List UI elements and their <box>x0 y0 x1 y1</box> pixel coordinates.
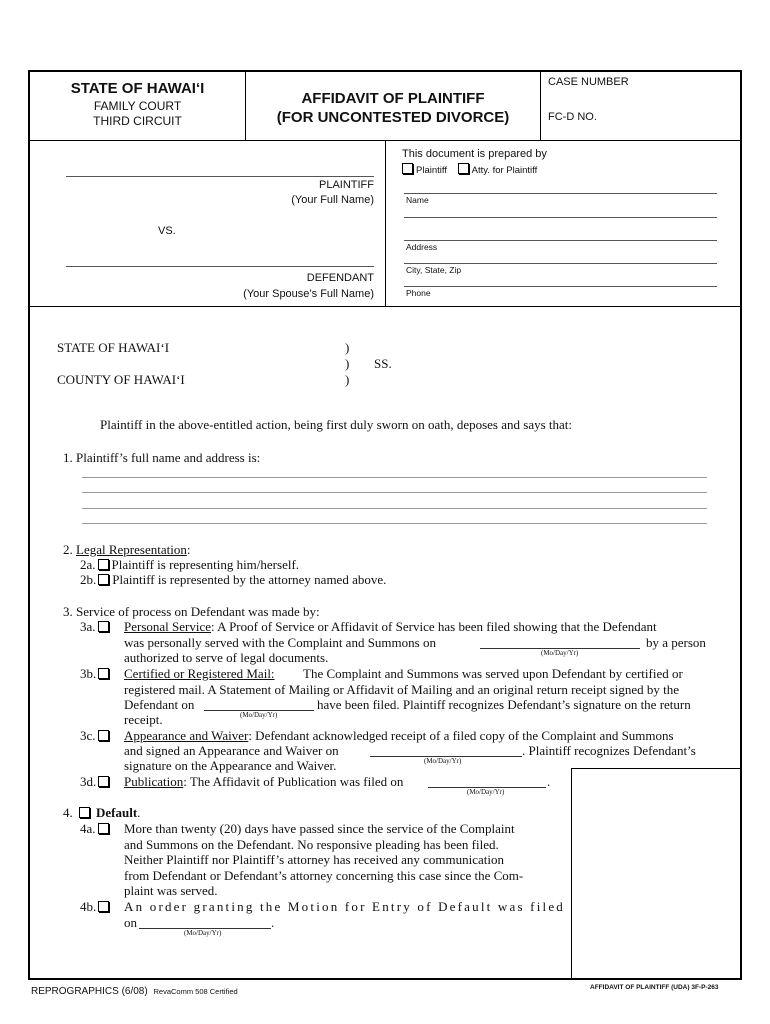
item4a-line5: plaint was served. <box>124 883 218 898</box>
item4-checkbox[interactable] <box>79 807 90 818</box>
item3-heading: 3. Service of process on Defendant was made by: <box>63 604 320 619</box>
item3b-number: 3b. <box>80 666 97 681</box>
plaintiff-checkbox[interactable] <box>402 163 413 174</box>
item3a-number: 3a. <box>80 619 96 634</box>
item3a-line1 <box>124 619 716 635</box>
item4a-number: 4a. <box>80 821 96 836</box>
affidavit-intro: Plaintiff in the above-entitled action, being first duly sworn on oath, deposes and says that: <box>100 417 572 432</box>
name-label: Name <box>406 195 429 205</box>
item3a-line2b: by a person <box>646 635 706 650</box>
item3b-title-text: Certified or Registered Mail: <box>124 666 275 681</box>
item3c-prefix <box>80 728 112 744</box>
item3c-checkbox[interactable] <box>98 730 109 741</box>
fcd-number-label: FC-D NO. <box>548 111 597 123</box>
item3d-title: Publication <box>124 774 184 789</box>
item2b-text: Plaintiff is represented by the attorney named above. <box>112 572 387 587</box>
item4a-checkbox[interactable] <box>98 823 109 834</box>
attorney-checkbox[interactable] <box>458 163 469 174</box>
court-block <box>30 80 245 128</box>
defendant-label: DEFENDANT <box>306 272 374 284</box>
item4b-line1: An order granting the Motion for Entry of Default was filed <box>124 899 565 914</box>
item4a-line2: and Summons on the Defendant. No responsive pleading has been filed. <box>124 836 499 852</box>
footer-left <box>31 986 238 997</box>
address-entry-line-1[interactable] <box>82 477 707 478</box>
court-stamp-box <box>571 768 742 980</box>
item3d-end: . <box>547 774 551 789</box>
item2b-checkbox[interactable] <box>98 574 109 585</box>
item4b-date-hint: (Mo/Day/Yr) <box>184 929 222 937</box>
item3a-title: Personal Service <box>124 619 212 634</box>
state-heading: STATE OF HAWAI‘I <box>70 80 205 97</box>
item2a-row <box>80 557 299 573</box>
address-label: Address <box>406 242 438 252</box>
item3b-line1: The Complaint and Summons was served upon Defendant by certified or <box>303 666 683 681</box>
frame-left <box>28 70 30 980</box>
item2a-text: Plaintiff is representing him/herself. <box>111 557 300 572</box>
defendant-name-line[interactable] <box>66 266 374 267</box>
item4a-text <box>124 821 556 899</box>
item4b-number: 4b. <box>80 899 97 914</box>
address-entry-line-2[interactable] <box>82 492 707 493</box>
name-line-2[interactable] <box>404 217 717 218</box>
item4a-line3: Neither Plaintiff nor Plaintiff’s attorney has received any communication <box>124 852 505 867</box>
item2-title: Legal Representation <box>76 542 187 557</box>
item4b-on: on <box>124 915 137 930</box>
item3d-number: 3d. <box>80 774 97 789</box>
venue-paren-1: ) <box>345 340 350 355</box>
item3c-line2b: . Plaintiff recognizes Defendant’s <box>522 743 696 758</box>
item4b-end: . <box>271 915 275 930</box>
item2b-row <box>80 572 386 588</box>
venue-paren-2: ) <box>345 356 350 371</box>
item4a-line1: More than twenty (20) days have passed since the service of the Complaint <box>124 821 515 836</box>
header-col-divider-2 <box>540 70 541 141</box>
city-line[interactable] <box>404 263 717 264</box>
item3a-checkbox[interactable] <box>98 621 109 632</box>
item1-label: 1. Plaintiff’s full name and address is: <box>63 450 261 465</box>
phone-label: Phone <box>406 288 431 298</box>
item3d-line1 <box>124 774 403 790</box>
item3d-text-1: : The Affidavit of Publication was filed on <box>183 774 404 789</box>
venue-parens <box>345 340 349 388</box>
venue-state: STATE OF HAWAI‘I <box>57 340 170 355</box>
plaintiff-option-label: Plaintiff <box>416 165 447 176</box>
court-name: FAMILY COURT <box>93 99 182 113</box>
item4a-line4: from Defendant or Defendant’s attorney concerning this case since the Com- <box>124 867 524 883</box>
plaintiff-label: PLAINTIFF <box>318 179 374 191</box>
phone-line[interactable] <box>404 286 717 287</box>
frame-top <box>28 70 742 72</box>
item4-dot: . <box>137 805 141 820</box>
item2a-number: 2a. <box>80 557 96 572</box>
item3b-prefix <box>80 666 112 682</box>
attorney-option-label: Atty. for Plaintiff <box>471 165 538 176</box>
plaintiff-name-line[interactable] <box>66 176 374 177</box>
city-label: City, State, Zip <box>406 265 462 275</box>
plaintiff-caption <box>200 178 374 208</box>
item3c-text-1: : Defendant acknowledged receipt of a filed copy of the Complaint and Summons <box>248 728 674 743</box>
item4b-prefix <box>80 899 112 915</box>
name-line[interactable] <box>404 193 717 194</box>
venue-county: COUNTY OF HAWAI‘I <box>57 372 185 387</box>
item4-heading <box>63 805 140 821</box>
item2-colon: : <box>186 542 191 557</box>
item3b-line2: registered mail. A Statement of Mailing or Affidavit of Mailing and an original return receipt signed by the <box>124 682 680 697</box>
item4-number: 4. <box>63 805 73 820</box>
item4b-checkbox[interactable] <box>98 901 109 912</box>
item3a-date-hint: (Mo/Day/Yr) <box>541 649 579 657</box>
item3c-title: Appearance and Waiver <box>124 728 249 743</box>
footer-certified: RevaComm 508 Certified <box>153 987 238 996</box>
item3d-prefix <box>80 774 112 790</box>
item3c-line1 <box>124 728 674 744</box>
form-title-line1: AFFIDAVIT OF PLAINTIFF <box>301 90 485 107</box>
parties-col-divider <box>385 141 386 307</box>
item3a-text-1: : A Proof of Service or Affidavit of Service has been filed showing that the Defendant <box>211 619 657 634</box>
item3c-number: 3c. <box>80 728 96 743</box>
item3b-line3b: have been filed. Plaintiff recognizes Defendant’s signature on the return <box>317 697 691 712</box>
footer-right: AFFIDAVIT OF PLAINTIFF (UDA) 3F-P-263 <box>590 984 719 991</box>
item2b-number: 2b. <box>80 572 97 587</box>
prepared-by-options <box>400 163 537 176</box>
item3b-line3a: Defendant on <box>124 697 195 712</box>
item3a-prefix <box>80 619 112 635</box>
defendant-caption <box>180 270 374 302</box>
item3b-date-hint: (Mo/Day/Yr) <box>240 711 278 719</box>
form-title <box>246 89 540 127</box>
item3c-date-hint: (Mo/Day/Yr) <box>424 757 462 765</box>
item2-heading <box>63 542 190 558</box>
case-number-label: CASE NUMBER <box>548 76 629 88</box>
plaintiff-sublabel: (Your Full Name) <box>291 194 374 206</box>
item3d-date-hint: (Mo/Day/Yr) <box>467 788 505 796</box>
prepared-by-heading: This document is prepared by <box>402 148 547 160</box>
versus: VS. <box>158 225 176 237</box>
item3c-line2a: and signed an Appearance and Waiver on <box>124 743 339 758</box>
defendant-sublabel: (Your Spouse’s Full Name) <box>243 288 374 300</box>
venue-paren-3: ) <box>345 372 350 387</box>
item2a-checkbox[interactable] <box>98 559 109 570</box>
item3d-checkbox[interactable] <box>98 776 109 787</box>
item3b-line4: receipt. <box>124 712 163 727</box>
circuit-name: THIRD CIRCUIT <box>93 114 182 128</box>
item3a-line2a: was personally served with the Complaint and Summons on <box>124 635 436 650</box>
footer-reprographics: REPROGRAPHICS (6/08) <box>31 986 148 997</box>
item3c-line3: signature on the Appearance and Waiver. <box>124 758 337 773</box>
item3b-checkbox[interactable] <box>98 668 109 679</box>
venue-ss: SS. <box>374 356 392 371</box>
item3a-line3: authorized to serve of legal documents. <box>124 650 329 665</box>
item3b-title <box>124 666 275 682</box>
address-line[interactable] <box>404 240 717 241</box>
address-entry-line-3[interactable] <box>82 508 707 509</box>
form-title-line2: (FOR UNCONTESTED DIVORCE) <box>276 109 510 126</box>
item4-title: Default <box>96 805 138 820</box>
item4a-prefix <box>80 821 112 837</box>
item2-number: 2. <box>63 542 73 557</box>
address-entry-line-4[interactable] <box>82 523 707 524</box>
